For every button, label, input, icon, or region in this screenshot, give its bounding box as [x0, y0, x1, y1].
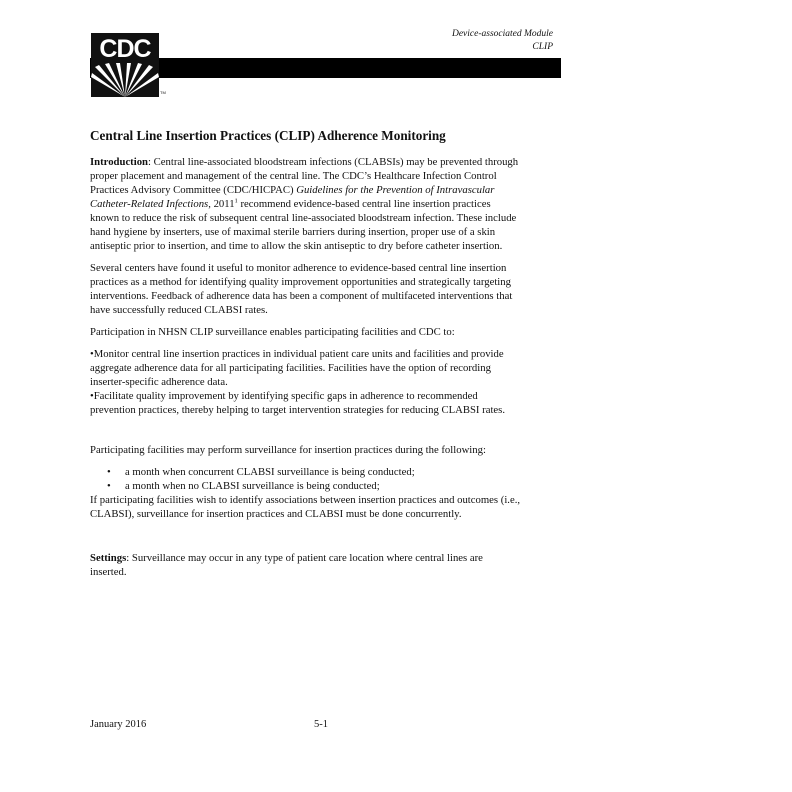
surveillance-periods-paragraph: Participating facilities may perform surveillance for insertion practices during the following:	[90, 444, 486, 456]
bullet-dot: •	[107, 466, 111, 478]
cdc-logo-text: CDC	[91, 33, 159, 65]
intro-label: Introduction	[90, 156, 149, 168]
guideline-title: Guidelines for the Prevention of Intravascular Catheter-Related Infections	[90, 184, 495, 210]
logo-trademark: TM	[160, 90, 166, 95]
page-number: 5-1	[314, 719, 328, 730]
running-header	[452, 28, 553, 54]
cdc-logo	[91, 33, 159, 97]
monitoring-paragraph: Several centers have found it useful to monitor adherence to evidence-based central line insertion practices as a method for identifying quality improvement opportunities and strategically targeting interventions. Feedback of adherence data has been a component of multifaceted interventions that have successfully reduced CLABSI rates.	[90, 262, 513, 316]
header-module: Device-associated Module	[451, 29, 553, 39]
bullet-dot: •	[107, 480, 111, 492]
document-body	[90, 128, 522, 587]
header-section: CLIP	[532, 42, 553, 52]
benefit-item: •Facilitate quality improvement by identifying specific gaps in adherence to recommended prevention practices, thereby helping to target intervention strategies for reducing CLABSI rates.	[90, 390, 506, 416]
reference-1: 1	[234, 197, 238, 205]
intro-paragraph	[90, 155, 522, 253]
settings-label: Settings	[90, 552, 127, 564]
benefit-item: •Monitor central line insertion practices in individual patient care units and facilities and provide aggregate adherence data for all participating facilities. Facilities have the option of recording inserter-specific adherence data.	[90, 348, 504, 388]
settings-paragraph	[90, 551, 522, 579]
guideline-year: , 2011	[208, 198, 235, 210]
intro-text-1: : Central line-associated bloodstream infections (CLABSIs) may be prevented through proper placement and management of the central line. The CDC’s Healthcare Infection Control Practices Advisory Committee (CDC/HICPAC)	[90, 156, 519, 196]
page-title: Central Line Insertion Practices (CLIP) Adherence Monitoring	[90, 128, 446, 143]
settings-text: : Surveillance may occur in any type of patient care location where central lines are inserted.	[90, 552, 483, 578]
surveillance-period-list	[90, 465, 522, 493]
list-item	[90, 465, 522, 479]
list-item-text: a month when concurrent CLABSI surveillance is being conducted;	[125, 466, 415, 478]
list-item-text: a month when no CLABSI surveillance is being conducted;	[125, 480, 380, 492]
intro-text-2: recommend evidence-based central line insertion practices known to reduce the risk of subsequent central line-associated bloodstream infection. These include hand hygiene by inserters, use of maximal sterile barriers during insertion, proper use of a skin antiseptic prior to insertion, and time to allow the skin antiseptic to dry before catheter insertion.	[90, 198, 517, 252]
header-rule-bar	[90, 58, 561, 78]
cdc-logo-rays	[91, 63, 159, 97]
list-item	[90, 479, 522, 493]
footer-date: January 2016	[90, 719, 147, 730]
spacer	[90, 417, 522, 443]
concurrent-surveillance-paragraph: If participating facilities wish to identify associations between insertion practices and outcomes (i.e., CLABSI), surveillance for insertion practices and CLABSI must be done concurrently.	[90, 494, 521, 520]
participation-paragraph: Participation in NHSN CLIP surveillance enables participating facilities and CDC to:	[90, 326, 455, 338]
